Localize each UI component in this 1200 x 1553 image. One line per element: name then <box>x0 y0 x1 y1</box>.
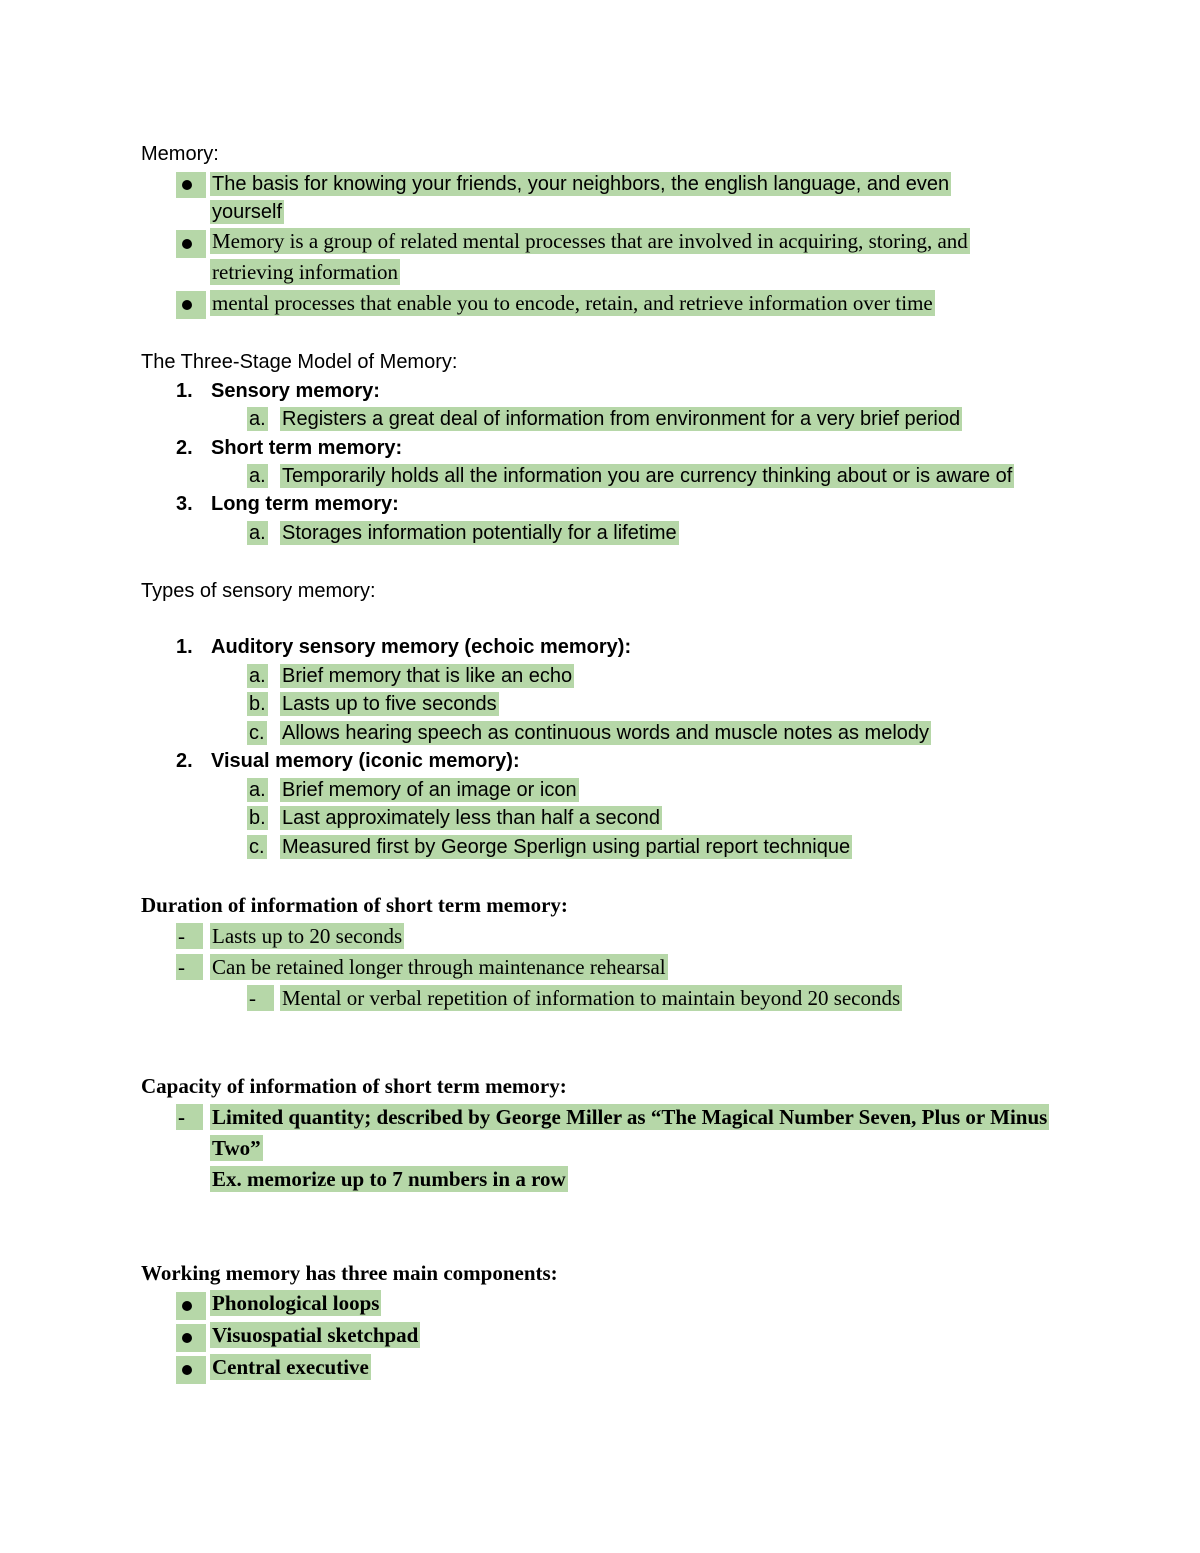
list-letter: a. <box>249 665 266 687</box>
auditory-item-b: Lasts up to five seconds <box>282 693 497 715</box>
list-number: 2. <box>176 437 193 459</box>
visual-label: Visual memory (iconic memory): <box>211 750 520 772</box>
stage-long-term-desc: Storages information potentially for a lifetime <box>282 522 677 544</box>
list-letter: c. <box>249 722 265 744</box>
dash-marker: - <box>176 1104 203 1130</box>
bullet-icon <box>176 1324 206 1352</box>
stage-short-term-label: Short term memory: <box>211 437 403 459</box>
memory-bullet-1-line-2: yourself <box>212 201 283 223</box>
dash-marker: - <box>176 923 203 949</box>
bullet-icon <box>176 291 206 319</box>
capacity-line-1: Limited quantity; described by George Miller as “The Magical Number Seven, Plus or Minus <box>212 1105 1048 1129</box>
three-stage-heading: The Three-Stage Model of Memory: <box>141 351 458 373</box>
visual-item-c: Measured first by George Sperlign using partial report technique <box>282 836 851 858</box>
auditory-item-c: Allows hearing speech as continuous words and muscle notes as melody <box>282 722 930 744</box>
dash-marker: - <box>176 954 203 980</box>
stage-short-term-desc: Temporarily holds all the information you are currency thinking about or is aware of <box>282 465 1013 487</box>
duration-heading: Duration of information of short term memory: <box>141 893 568 917</box>
bullet-icon <box>176 172 206 198</box>
list-letter: a. <box>249 779 266 801</box>
list-letter: a. <box>249 408 266 430</box>
working-memory-heading: Working memory has three main components: <box>141 1261 558 1285</box>
capacity-line-2: Two” <box>212 1136 261 1160</box>
memory-bullet-3: mental processes that enable you to encode, retain, and retrieve information over time <box>212 291 933 315</box>
memory-bullet-2-line-1: Memory is a group of related mental processes that are involved in acquiring, storing, and <box>212 229 968 253</box>
auditory-item-a: Brief memory that is like an echo <box>282 665 573 687</box>
capacity-example: Ex. memorize up to 7 numbers in a row <box>212 1167 566 1191</box>
working-item-visuospatial: Visuospatial sketchpad <box>212 1323 419 1347</box>
visual-item-b: Last approximately less than half a second <box>282 807 660 829</box>
list-letter: c. <box>249 836 265 858</box>
working-item-phonological: Phonological loops <box>212 1291 380 1315</box>
list-letter: b. <box>249 693 266 715</box>
stage-long-term-label: Long term memory: <box>211 493 399 515</box>
memory-bullet-1-line-1: The basis for knowing your friends, your neighbors, the english language, and even <box>212 173 950 195</box>
sensory-types-heading: Types of sensory memory: <box>141 580 376 602</box>
list-number: 3. <box>176 493 193 515</box>
memory-bullet-2-line-2: retrieving information <box>212 260 399 284</box>
list-number: 1. <box>176 636 193 658</box>
duration-sub-item: Mental or verbal repetition of information to maintain beyond 20 seconds <box>282 986 901 1010</box>
duration-item-1: Lasts up to 20 seconds <box>212 924 403 948</box>
bullet-icon <box>176 1292 206 1320</box>
list-letter: b. <box>249 807 266 829</box>
list-number: 1. <box>176 380 193 402</box>
memory-heading: Memory: <box>141 143 219 165</box>
capacity-heading: Capacity of information of short term memory: <box>141 1074 567 1098</box>
list-letter: a. <box>249 522 266 544</box>
visual-item-a: Brief memory of an image or icon <box>282 779 577 801</box>
dash-marker: - <box>247 985 274 1011</box>
working-item-central-executive: Central executive <box>212 1355 369 1379</box>
auditory-label: Auditory sensory memory (echoic memory): <box>211 636 632 658</box>
duration-item-2: Can be retained longer through maintenance rehearsal <box>212 955 666 979</box>
stage-sensory-desc: Registers a great deal of information from environment for a very brief period <box>282 408 961 430</box>
stage-sensory-label: Sensory memory: <box>211 380 380 402</box>
list-number: 2. <box>176 750 193 772</box>
bullet-icon <box>176 230 206 258</box>
bullet-icon <box>176 1356 206 1384</box>
list-letter: a. <box>249 465 266 487</box>
